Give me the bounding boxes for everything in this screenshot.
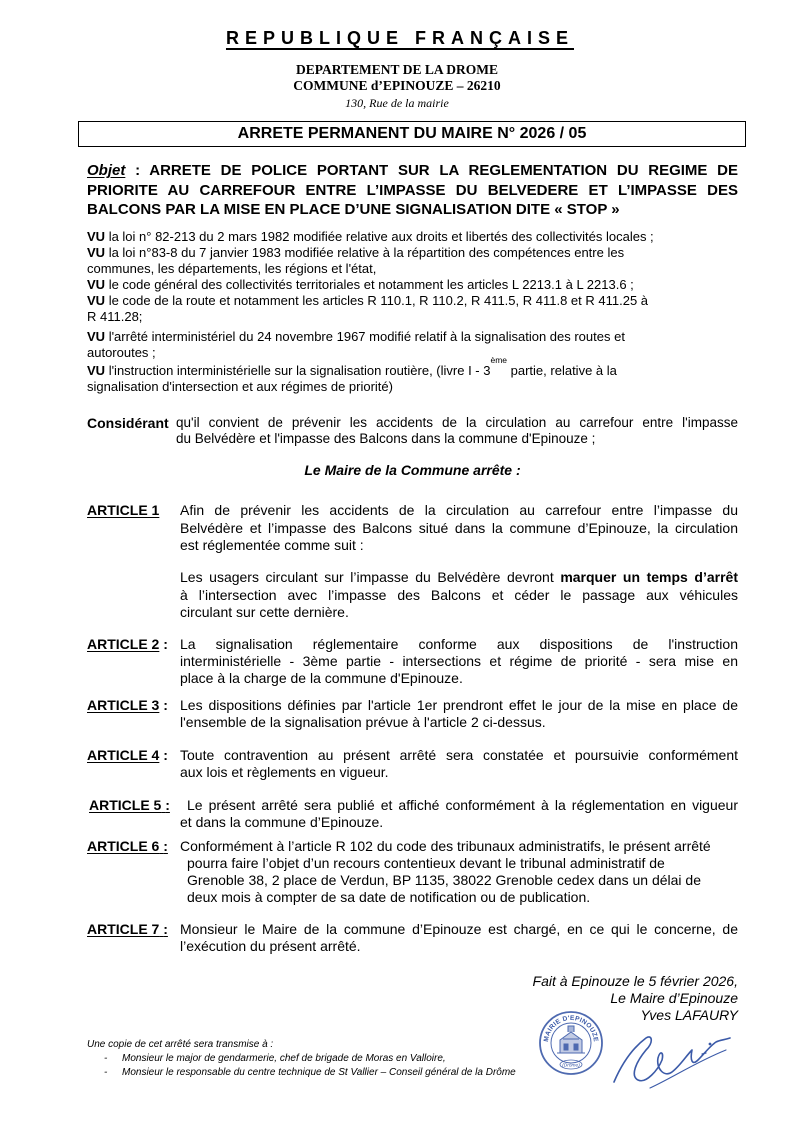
vu-line	[87, 355, 738, 379]
article-label	[89, 797, 170, 814]
article-detail-before: Les usagers circulant sur l’impasse du Belvédère devront	[180, 569, 554, 585]
article-line: l’exécution du présent arrêté.	[180, 938, 361, 954]
vu-text: le code de la route et notamment les articles R 110.1, R 110.2, R 411.5, R 411.8 et R 411.25 à	[108, 293, 649, 308]
stamp-bottom-text: (Drôme)	[562, 1063, 580, 1069]
vu-label: VU	[87, 277, 106, 292]
article-label-sep: :	[163, 747, 168, 763]
signature-block	[480, 973, 738, 1024]
bullet-dash: -	[104, 1053, 108, 1064]
vu-item	[87, 245, 738, 277]
vu-label: VU	[87, 229, 106, 244]
article-text	[180, 797, 738, 831]
article-line: Conformément à l’article R 102 du code des tribunaux administratifs, le présent arrêté	[180, 838, 711, 854]
article-text	[180, 838, 738, 906]
article-label-text: ARTICLE 6	[87, 838, 160, 854]
article-label	[87, 636, 168, 653]
article-line: place à la charge de la commune d'Epinouze.	[180, 670, 463, 686]
article-line: pourra faire l’objet d’un recours contentieux devant le tribunal administratif de	[187, 855, 665, 871]
vu-item	[87, 329, 738, 361]
vu-item	[87, 355, 738, 395]
stamp-ring-text: MAIRIE D'EPINOUZE	[542, 1014, 600, 1043]
recipient-text: Monsieur le responsable du centre technique de St Vallier – Conseil général de la Drôme	[122, 1067, 516, 1078]
article-label-sep: :	[163, 636, 168, 652]
article-detail-text	[180, 569, 738, 622]
article-text	[180, 502, 738, 555]
distribution-intro: Une copie de cet arrêté sera transmise à :	[87, 1039, 274, 1050]
article-line: Le présent arrêté sera publié et affiché conformément à la réglementation en vigueur	[187, 797, 738, 813]
vu-text: partie, relative à la	[507, 363, 617, 378]
article-label-text: ARTICLE 3	[87, 697, 160, 713]
vu-line	[87, 329, 738, 345]
vu-line: communes, les départements, les régions et l'état,	[87, 261, 377, 276]
article-line	[180, 569, 738, 587]
vu-list	[87, 229, 738, 395]
vu-item	[87, 293, 738, 325]
vu-item	[87, 229, 738, 245]
article-label-text: ARTICLE 5	[89, 797, 162, 813]
objet-paragraph	[87, 161, 738, 220]
article-line: Les dispositions définies par l'article 1er prendront effet le jour de la mise en place de	[180, 697, 738, 713]
article-text	[180, 636, 738, 687]
commune-name: COMMUNE d’EPINOUZE – 26210	[293, 78, 501, 93]
article-line: La signalisation réglementaire conforme aux dispositions de l'instruction	[180, 636, 738, 652]
vu-line	[87, 229, 738, 245]
article-label	[87, 921, 168, 938]
vu-line: autoroutes ;	[87, 345, 156, 360]
signature-name: Yves LAFAURY	[640, 1007, 738, 1023]
article-line: Belvédère et l’impasse des Balcons situé dans la commune d’Epinouze, la circulation	[180, 519, 738, 536]
article-text	[180, 921, 738, 955]
article-line: Afin de prévenir les accidents de la circulation au carrefour entre l’impasse du	[180, 502, 738, 518]
objet-line: PRIORITE AU CARREFOUR ENTRE L’IMPASSE DU BELVEDERE ET L’IMPASSE DES	[87, 181, 738, 199]
vu-text: l'arrêté interministériel du 24 novembre 1967 modifié relatif à la signalisation des routes et	[108, 329, 625, 344]
objet-label: Objet	[87, 162, 126, 179]
article-line: Toute contravention au présent arrêté sera constatée et poursuivie conformément	[180, 747, 738, 763]
article-label-sep: :	[163, 921, 168, 937]
article-line: à l’intersection avec l’impasse des Balcons et céder le passage aux véhicules	[180, 586, 738, 603]
article-label-sep: :	[163, 697, 168, 713]
article-detail-emphasis: marquer un temps d’arrêt	[560, 569, 738, 585]
article-line: aux lois et règlements en vigueur.	[180, 764, 389, 780]
vu-text: la loi n°83-8 du 7 janvier 1983 modifiée relative à la répartition des compétences entre les	[108, 245, 625, 260]
objet-line-text: : ARRETE DE POLICE PORTANT SUR LA REGLEMENTATION DU REGIME DE	[135, 162, 739, 179]
vu-label: VU	[87, 293, 106, 308]
vu-line: signalisation d'intersection et aux régimes de priorité)	[87, 379, 393, 394]
objet-line: BALCONS PAR LA MISE EN PLACE D’UNE SIGNALISATION DITE « STOP »	[87, 201, 620, 218]
town-hall-icon	[557, 1026, 585, 1053]
signature-place-date: Fait à Epinouze le 5 février 2026,	[532, 973, 738, 989]
vu-item	[87, 277, 738, 293]
vu-line	[87, 277, 738, 293]
bullet-dash: -	[104, 1067, 108, 1078]
town-hall-address: 130, Rue de la mairie	[345, 96, 449, 110]
vu-text: le code général des collectivités territoriales et notamment les articles L 2213.1 à L 2213.6 ;	[108, 277, 634, 292]
vu-text: l'instruction interministérielle sur la signalisation routière, (livre I - 3	[108, 363, 491, 378]
vu-text: la loi n° 82-213 du 2 mars 1982 modifiée relative aux droits et libertés des collectivités locales ;	[108, 229, 654, 244]
vu-line: R 411.28;	[87, 309, 143, 324]
article-label: ARTICLE 1	[87, 502, 160, 518]
distribution-recipient	[87, 1052, 557, 1066]
mayor-signature	[606, 1020, 736, 1090]
objet-line	[87, 161, 738, 181]
vu-label: VU	[87, 245, 106, 260]
department-block	[0, 62, 794, 94]
article-label-text: ARTICLE 2	[87, 636, 160, 652]
decree-title: ARRETE PERMANENT DU MAIRE N° 2026 / 05	[78, 121, 746, 147]
article-line: l'ensemble de la signalisation prévue à l'article 2 ci-dessus.	[180, 714, 546, 730]
article-label	[87, 697, 168, 714]
article-line: deux mois à compter de sa date de notification ou de publication.	[187, 889, 591, 905]
vu-line	[87, 293, 738, 309]
vu-superscript: ème	[490, 355, 508, 365]
department-name: DEPARTEMENT DE LA DROME	[296, 62, 498, 77]
article-line: est réglementée comme suit :	[180, 537, 364, 553]
signature-role: Le Maire d’Epinouze	[610, 990, 738, 1006]
article-label	[87, 747, 168, 764]
considerant-text	[176, 415, 738, 447]
recipient-text: Monsieur le major de gendarmerie, chef de brigade de Moras en Valloire,	[122, 1053, 446, 1064]
article-line: Monsieur le Maire de la commune d’Epinouze est chargé, en ce qui le concerne, de	[180, 921, 738, 937]
article-line: et dans la commune d’Epinouze.	[180, 814, 384, 830]
article-text	[180, 747, 738, 781]
considerant-line: qu'il convient de prévenir les accidents de la circulation au carrefour entre l'impasse	[176, 415, 738, 430]
article-line: Grenoble 38, 2 place de Verdun, BP 1135, 38022 Grenoble cedex dans un délai de	[187, 872, 701, 888]
distribution-list	[87, 1038, 557, 1080]
vu-label: VU	[87, 329, 106, 344]
distribution-recipient	[87, 1066, 557, 1080]
article-line: circulant sur cette dernière.	[180, 604, 349, 620]
republic-heading-text: REPUBLIQUE FRANÇAISE	[225, 28, 574, 48]
article-label-sep: :	[165, 797, 170, 813]
article-label-text: ARTICLE 4	[87, 747, 160, 763]
decision-heading: Le Maire de la Commune arrête :	[304, 462, 521, 478]
considerant-label: Considérant	[87, 415, 169, 431]
article-text	[180, 697, 738, 731]
article-line: interministérielle - 3ème partie - intersections et régime de priorité - sera mise en	[180, 653, 738, 669]
considerant-line: du Belvédère et l'impasse des Balcons dans la commune d'Epinouze ;	[176, 431, 596, 446]
town-hall-stamp	[533, 1006, 609, 1080]
vu-line	[87, 245, 738, 261]
article-label-sep: :	[163, 838, 168, 854]
vu-label: VU	[87, 363, 106, 378]
article-label-text: ARTICLE 7	[87, 921, 160, 937]
republic-heading	[0, 27, 794, 49]
article-label	[87, 838, 168, 855]
